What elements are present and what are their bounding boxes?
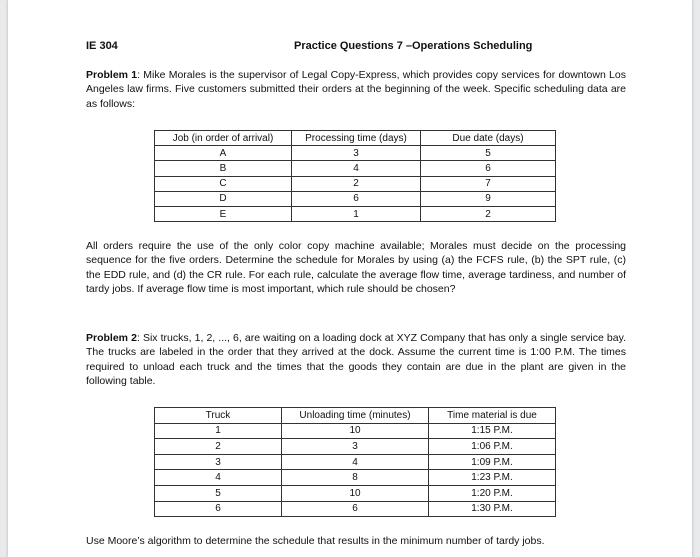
problem-2-table	[154, 407, 556, 517]
table-cell: 2	[155, 439, 282, 455]
table-row	[155, 191, 556, 206]
table-cell: 1:06 P.M.	[429, 439, 556, 455]
table-cell: 4	[155, 470, 282, 486]
table-cell: 1:30 P.M.	[429, 501, 556, 517]
table-row	[155, 454, 556, 470]
table-cell: 1:20 P.M.	[429, 485, 556, 501]
problem-1-label: Problem 1	[86, 69, 138, 81]
table-cell: E	[155, 206, 292, 221]
table-cell: 6	[155, 501, 282, 517]
course-code: IE 304	[86, 40, 118, 52]
column-header: Unloading time (minutes)	[282, 408, 429, 424]
table-cell: 2	[421, 206, 556, 221]
table-cell: 6	[282, 501, 429, 517]
table-row	[155, 206, 556, 221]
table-cell: 6	[292, 191, 421, 206]
column-header: Truck	[155, 408, 282, 424]
problem-2-intro	[86, 331, 626, 389]
table-cell: 8	[282, 470, 429, 486]
table-cell: 1	[155, 423, 282, 439]
table-cell: 6	[421, 161, 556, 176]
column-header: Job (in order of arrival)	[155, 131, 292, 146]
table-cell: 4	[292, 161, 421, 176]
table-cell: 5	[421, 146, 556, 161]
table-row	[155, 423, 556, 439]
table-cell: 1:09 P.M.	[429, 454, 556, 470]
table-cell: 1:15 P.M.	[429, 423, 556, 439]
column-header: Due date (days)	[421, 131, 556, 146]
problem-1-question: All orders require the use of the only color copy machine available; Morales must decide on the processing sequence for the five orders. Determine the schedule for Morales by using (a) the FCFS rule, (b) the SPT rule, (c) the EDD rule, and (d) the CR rule. For each rule, calculate the average flow time, average tardiness, and number of tardy jobs. If average flow time is most important, which rule should be chosen?	[86, 240, 626, 296]
table-row	[155, 501, 556, 517]
table-cell: 1	[292, 206, 421, 221]
table-cell: 1:23 P.M.	[429, 470, 556, 486]
table-row	[155, 176, 556, 191]
table-cell: 3	[282, 439, 429, 455]
table-header-row	[155, 131, 556, 146]
problem-2-label: Problem 2	[86, 332, 137, 344]
table-cell: 10	[282, 485, 429, 501]
table-cell: 7	[421, 176, 556, 191]
table-row	[155, 146, 556, 161]
table-cell: 4	[282, 454, 429, 470]
table-header-row	[155, 408, 556, 424]
table-cell: B	[155, 161, 292, 176]
table-cell: 2	[292, 176, 421, 191]
column-header: Time material is due	[429, 408, 556, 424]
problem-2-question: Use Moore’s algorithm to determine the schedule that results in the minimum number of tardy jobs.	[86, 535, 545, 547]
document-title: Practice Questions 7 –Operations Scheduling	[294, 40, 533, 52]
problem-1-intro	[86, 68, 626, 111]
document-page	[8, 0, 692, 557]
table-cell: 3	[292, 146, 421, 161]
problem-2-intro-text: : Six trucks, 1, 2, ..., 6, are waiting on a loading dock at XYZ Company that has only a single service bay. The trucks are labeled in the order that they arrived at the dock. Assume the current time is 1:00 P.M. The times required to unload each truck and the times that the goods they contain are due in the plant are given in the following table.	[86, 332, 626, 388]
table-cell: 10	[282, 423, 429, 439]
table-row	[155, 485, 556, 501]
table-row	[155, 161, 556, 176]
column-header: Processing time (days)	[292, 131, 421, 146]
table-cell: 5	[155, 485, 282, 501]
table-cell: A	[155, 146, 292, 161]
table-cell: 9	[421, 191, 556, 206]
problem-1-table	[154, 130, 556, 222]
table-row	[155, 439, 556, 455]
problem-1-intro-text: : Mike Morales is the supervisor of Legal Copy-Express, which provides copy services for downtown Los Angeles law firms. Five customers submitted their orders at the beginning of the week. Specific scheduling data are as follows:	[86, 69, 626, 110]
table-cell: D	[155, 191, 292, 206]
table-cell: C	[155, 176, 292, 191]
table-row	[155, 470, 556, 486]
table-cell: 3	[155, 454, 282, 470]
